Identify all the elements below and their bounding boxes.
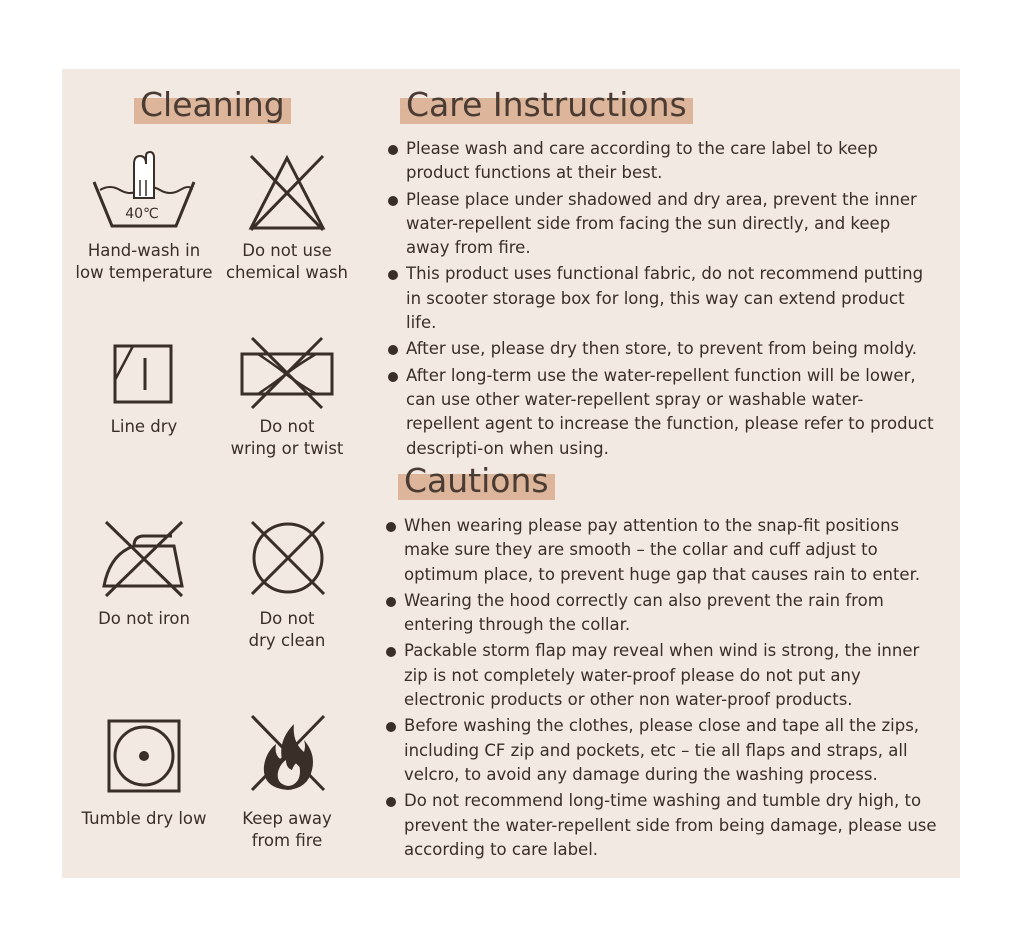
list-item: This product uses functional fabric, do not recommend putting in scooter storage box for long, this way can extend product life. [388, 262, 936, 335]
do-not-dry-clean-label: Do not dry clean [248, 609, 326, 650]
care-instructions-list [388, 137, 936, 461]
list-item: Please place under shadowed and dry area, prevent the inner water-repellent side from facing the sun directly, and keep away from fire. [388, 188, 936, 261]
no-chemical-wash-icon [247, 152, 327, 234]
do-not-wring-icon [238, 336, 336, 410]
no-chemical-wash-label: Do not use chemical wash [225, 241, 348, 282]
list-item: Please wash and care according to the care label to keep product functions at their best. [388, 137, 936, 186]
keep-away-from-fire-label: Keep away from fire [242, 809, 332, 850]
hand-wash-icon [88, 150, 200, 230]
list-item: Wearing the hood correctly can also prevent the rain from entering through the collar. [386, 589, 944, 638]
hand-wash-label: Hand-wash in low temperature [75, 241, 213, 282]
list-item: Packable storm flap may reveal when wind is strong, the inner zip is not completely water-proof please do not put any electronic products or other non water-proof products. [386, 639, 944, 712]
list-item: After use, please dry then store, to prevent from being moldy. [388, 337, 936, 361]
do-not-dry-clean-icon [248, 518, 328, 598]
list-item: Before washing the clothes, please close and tape all the zips, including CF zip and pockets, etc – tie all flaps and straps, all velcro, to avoid any damage during the washing process. [386, 714, 944, 787]
care-instructions-heading: Care Instructions [406, 86, 687, 124]
line-dry-label: Line dry [110, 417, 178, 436]
keep-away-from-fire-icon [248, 710, 328, 794]
do-not-iron-label: Do not iron [98, 609, 190, 628]
do-not-wring-label: Do not wring or twist [230, 417, 344, 458]
list-item: Do not recommend long-time washing and tumble dry high, to prevent the water-repellent side from being damage, please use according to care label. [386, 789, 944, 862]
tumble-dry-low-label: Tumble dry low [81, 809, 207, 828]
tumble-dry-low-icon [107, 719, 181, 793]
list-item: When wearing please pay attention to the snap-fit positions make sure they are smooth – the collar and cuff adjust to optimum place, to prevent huge gap that causes rain to enter. [386, 514, 944, 587]
do-not-iron-icon [100, 518, 188, 598]
cleaning-heading: Cleaning [140, 86, 285, 124]
cautions-list [386, 514, 944, 862]
list-item: After long-term use the water-repellent function will be lower, can use other water-repellent spray or washable water-repellent agent to increase the function, please refer to product descripti-on when using. [388, 364, 936, 461]
wash-temperature: 40℃ [125, 206, 159, 222]
line-dry-icon [113, 344, 175, 406]
cautions-heading: Cautions [404, 462, 549, 500]
